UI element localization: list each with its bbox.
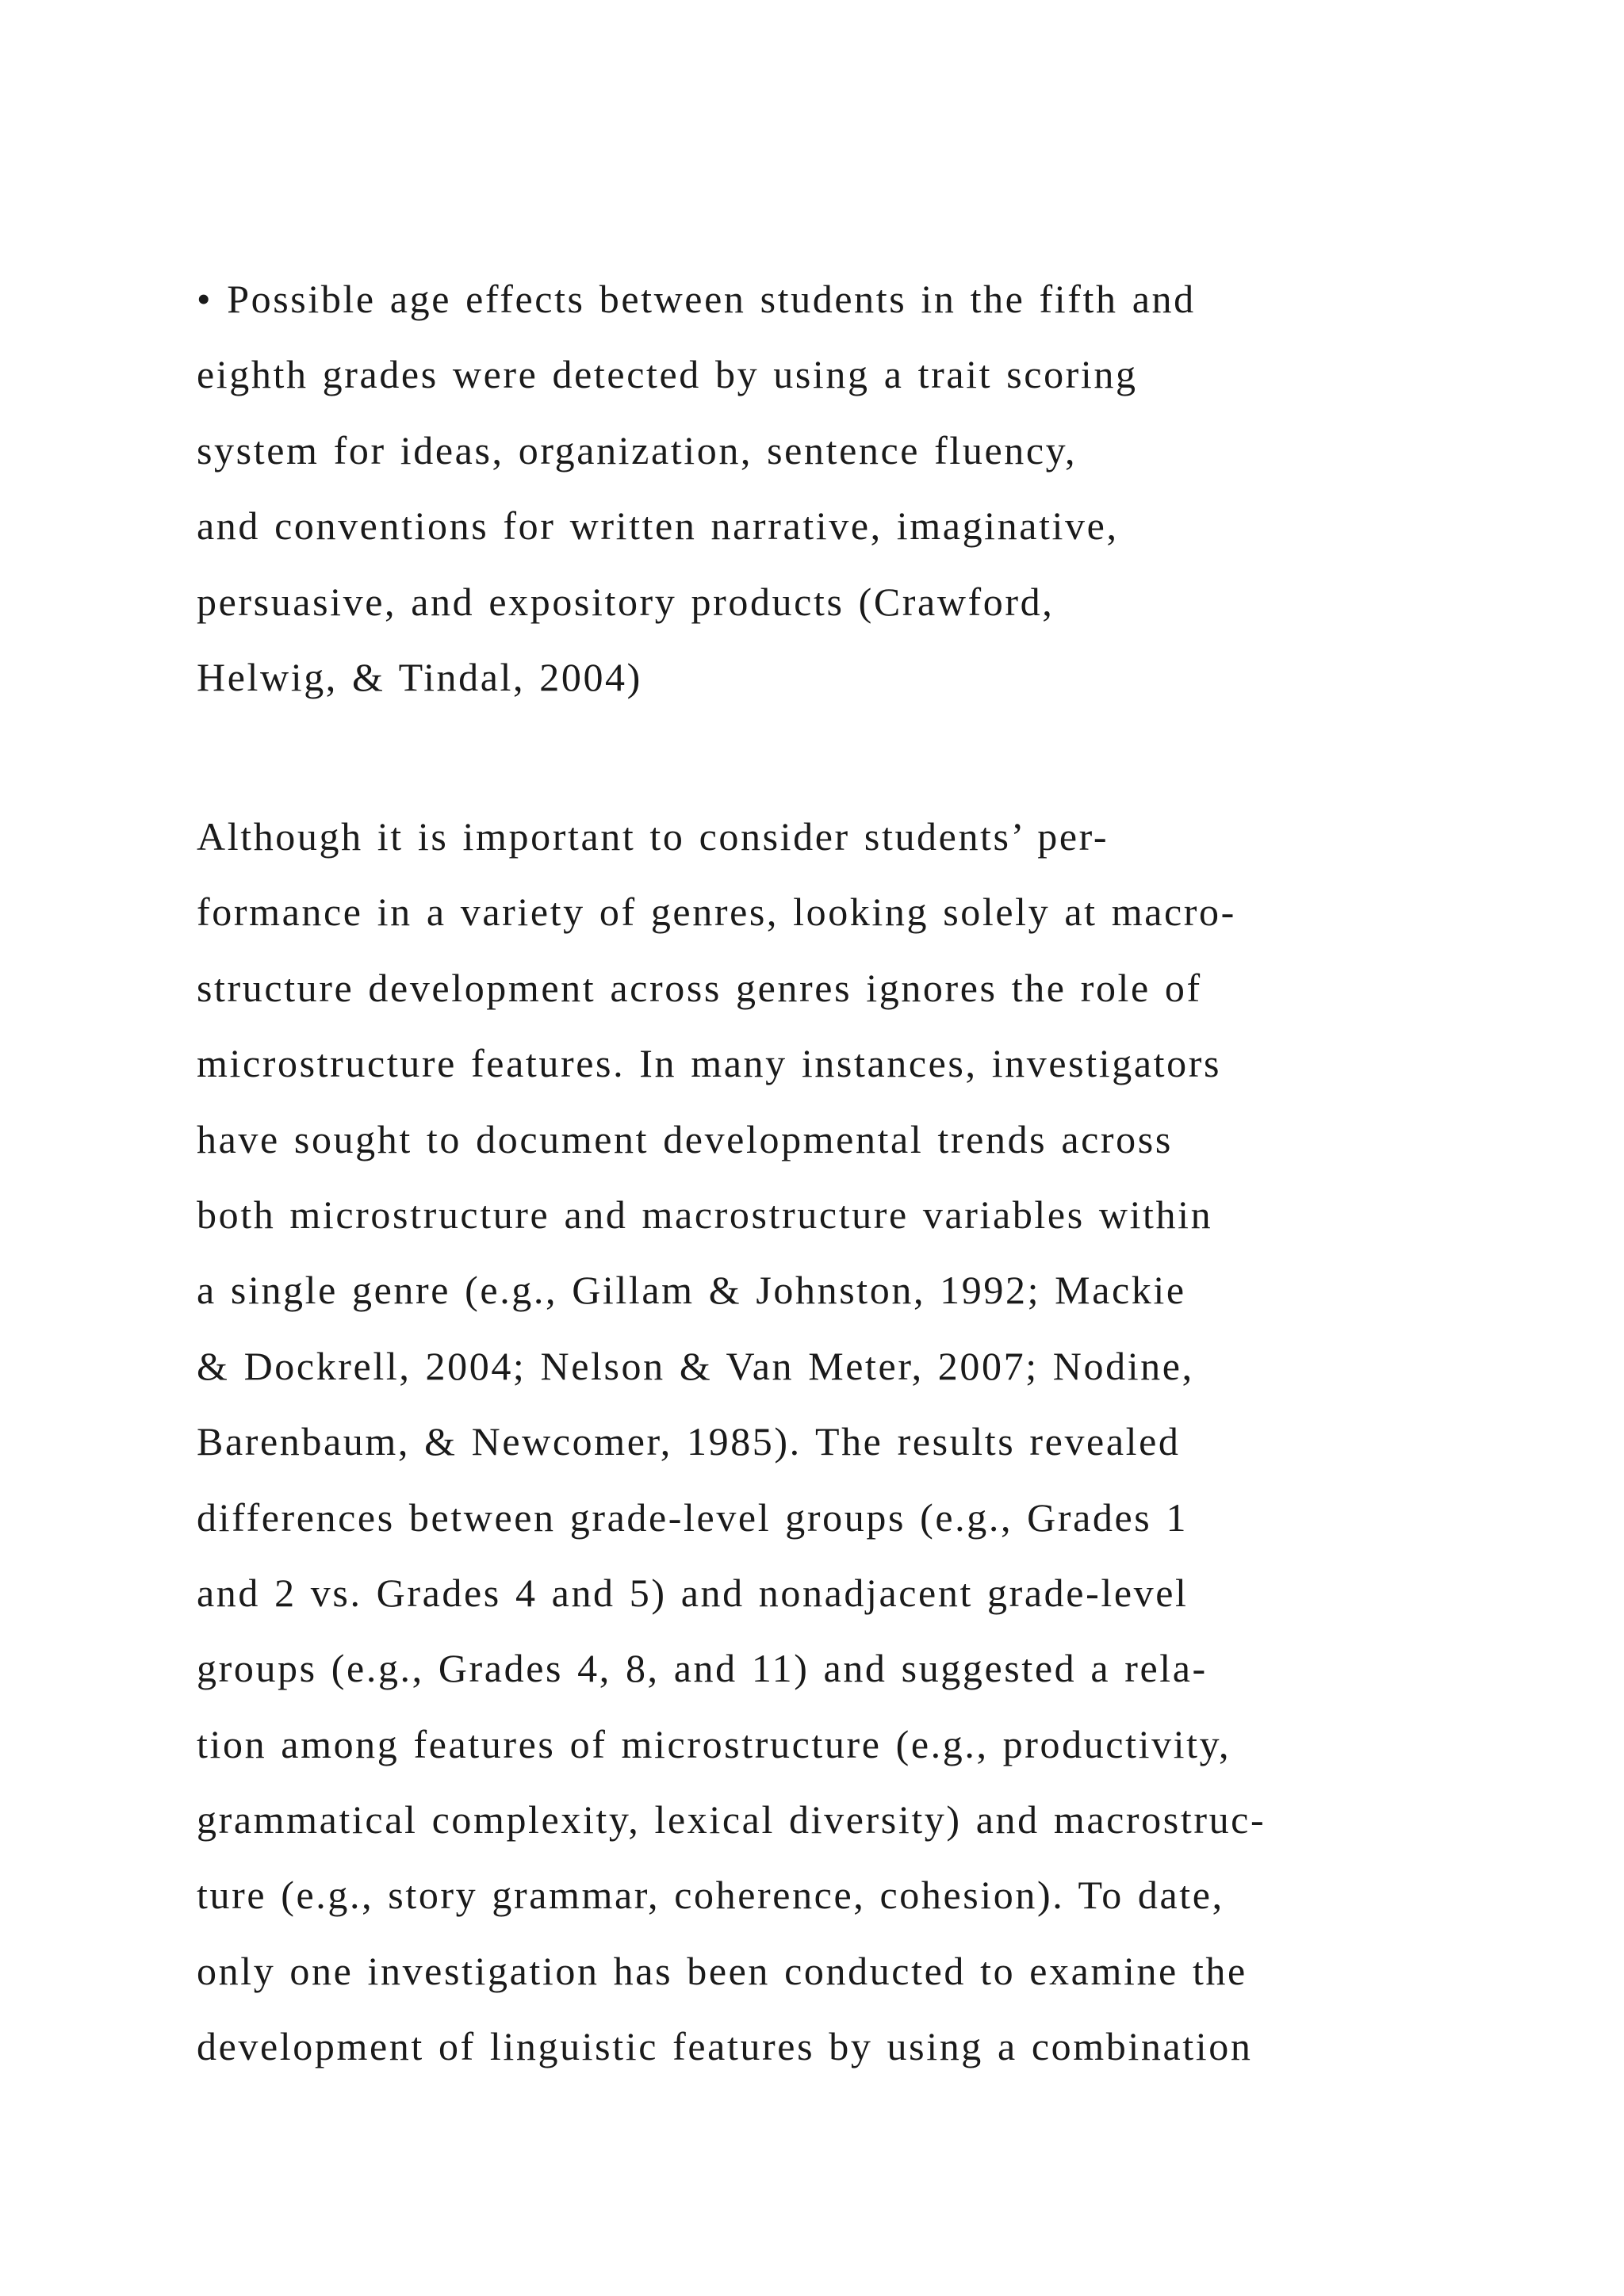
- paragraph-line: grammatical complexity, lexical diversity) and macrostruc-: [197, 1797, 1266, 1843]
- paragraph-line: and 2 vs. Grades 4 and 5) and nonadjacent grade-level: [197, 1570, 1189, 1615]
- bullet-line: system for ideas, organization, sentence fluency,: [197, 427, 1078, 473]
- bullet-line: Helwig, & Tindal, 2004): [197, 654, 642, 699]
- bullet-line: and conventions for written narrative, imaginative,: [197, 503, 1119, 549]
- body-paragraph: [197, 799, 1561, 2085]
- paragraph-line: Although it is important to consider students’ per-: [197, 814, 1109, 859]
- paragraph-line: ture (e.g., story grammar, coherence, cohesion). To date,: [197, 1873, 1224, 1918]
- paragraph-line: structure development across genres ignores the role of: [197, 965, 1202, 1010]
- paragraph-line: have sought to document developmental trends across: [197, 1116, 1173, 1161]
- paragraph-line: formance in a variety of genres, looking solely at macro-: [197, 890, 1236, 935]
- paragraph-line: Barenbaum, & Newcomer, 1985). The results revealed: [197, 1419, 1181, 1464]
- paragraph-line: differences between grade-level groups (e.g., Grades 1: [197, 1494, 1189, 1540]
- bullet-line: eighth grades were detected by using a trait scoring: [197, 352, 1138, 397]
- paragraph-line: both microstructure and macrostructure variables within: [197, 1192, 1213, 1237]
- bullet-item: [197, 262, 1561, 715]
- paragraph-line: a single genre (e.g., Gillam & Johnston, 1992; Mackie: [197, 1268, 1186, 1313]
- bullet-line: • Possible age effects between students in the fifth and: [197, 277, 1196, 321]
- bullet-line: persuasive, and expository products (Crawford,: [197, 579, 1055, 624]
- paragraph-line: groups (e.g., Grades 4, 8, and 11) and suggested a rela-: [197, 1646, 1208, 1691]
- paragraph-line: microstructure features. In many instances, investigators: [197, 1041, 1222, 1086]
- paragraph-line: & Dockrell, 2004; Nelson & Van Meter, 2007; Nodine,: [197, 1343, 1194, 1388]
- paragraph-line: only one investigation has been conducted to examine the: [197, 1948, 1247, 1993]
- paragraph-line: tion among features of microstructure (e.g., productivity,: [197, 1721, 1231, 1766]
- paragraph-line: development of linguistic features by using a combination: [197, 2024, 1253, 2069]
